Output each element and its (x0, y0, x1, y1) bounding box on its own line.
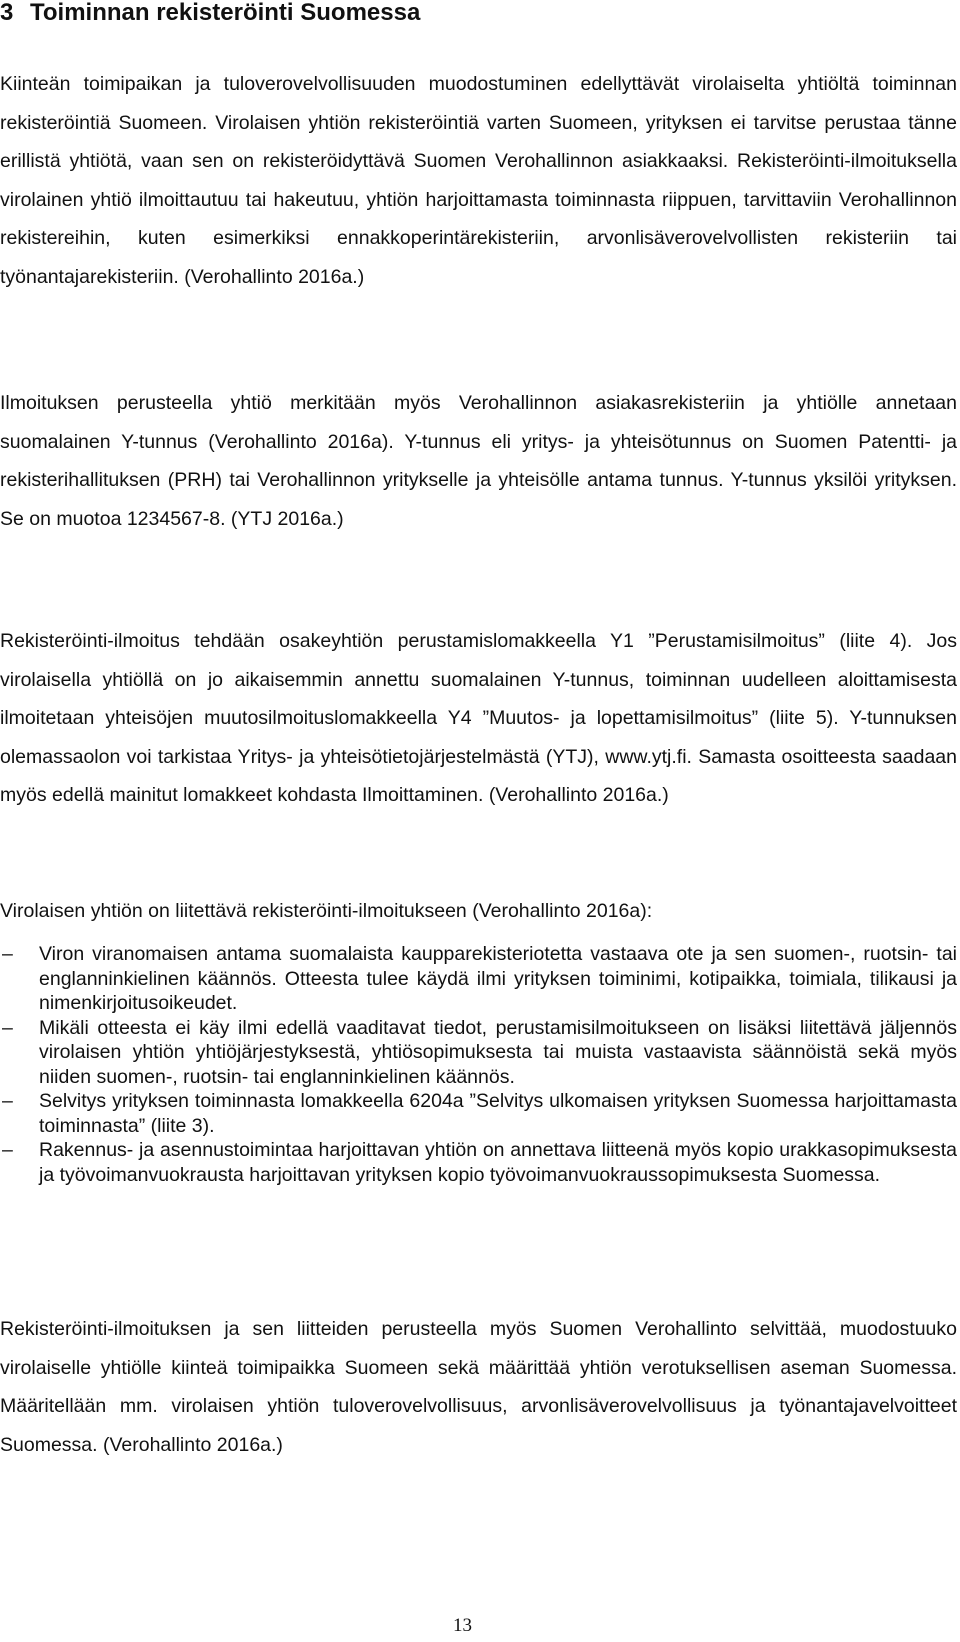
attachments-list (0, 942, 957, 1187)
section-title: Toiminnan rekisteröinti Suomessa (30, 0, 421, 26)
list-item (0, 1138, 957, 1187)
paragraph-attachments-intro: Virolaisen yhtiön on liitettävä rekisteröinti-ilmoitukseen (Verohallinto 2016a): (0, 900, 653, 922)
paragraph-registration-form: Rekisteröinti-ilmoitus tehdään osakeyhtiön perustamislomakkeella Y1 ”Perustamisilmoitus” (liite 4). Jos virolaisella yhtiöllä on jo aikaisemmin annettu suomalainen Y-tunnus, toiminnan uudelleen aloittamisesta ilmoitetaan yhteisöjen muutosilmoituslomakkeella Y4 ”Muutos- ja lopettamisilmoitus” (liite 5). Y-tunnuksen olemassaolon voi tarkistaa Yritys- ja yhteisötietojärjestelmästä (YTJ), www.ytj.fi. Samasta osoitteesta saadaan myös edellä mainitut lomakkeet kohdasta Ilmoittaminen. (Verohallinto 2016a.) (0, 630, 957, 806)
list-item (0, 942, 957, 1016)
section-heading (0, 0, 420, 26)
list-bullet: – (2, 1090, 13, 1112)
list-item-text: Selvitys yrityksen toiminnasta lomakkeella 6204a ”Selvitys ulkomaisen yrityksen Suomessa harjoittamasta toiminnasta” (liite 3). (39, 1090, 957, 1137)
paragraph-business-id: Ilmoituksen perusteella yhtiö merkitään myös Verohallinnon asiakasrekisteriin ja yhtiölle annetaan suomalainen Y-tunnus (Verohallinto 2016a). Y-tunnus eli yritys- ja yhteisötunnus on Suomen Patentti- ja rekisterihallituksen (PRH) tai Verohallinnon yritykselle ja yhteisölle antama tunnus. Y-tunnus yksilöi yrityksen. Se on muotoa 1234567-8. (YTJ 2016a.) (0, 392, 957, 530)
paragraph-tax-authority-assessment: Rekisteröinti-ilmoituksen ja sen liitteiden perusteella myös Suomen Verohallinto selvittää, muodostuuko virolaiselle yhtiölle kiinteä toimipaikka Suomeen sekä määrittää yhtiön verotuksellisen aseman Suomessa. Määritellään mm. virolaisen yhtiön tuloverovelvollisuus, arvonlisäverovelvollisuus ja työnantajavelvoitteet Suomessa. (Verohallinto 2016a.) (0, 1318, 957, 1456)
list-item (0, 1089, 957, 1138)
list-item-text: Mikäli otteesta ei käy ilmi edellä vaaditavat tiedot, perustamisilmoitukseen on lisäksi liitettävä jäljennös virolaisen yhtiön yhtiöjärjestyksestä, yhtiösopimuksesta tai muista vastaavista säännöistä sekä myös niiden suomen-, ruotsin- tai englanninkielinen käännös. (39, 1016, 957, 1088)
list-item-text: Rakennus- ja asennustoimintaa harjoittavan yhtiön on annettava liitteenä myös kopio urakkasopimuksesta ja työvoimanvuokrausta harjoittavan yrityksen kopio työvoimanvuokraussopimuksesta Suomessa. (39, 1139, 957, 1186)
list-bullet: – (2, 1139, 13, 1161)
list-item-text: Viron viranomaisen antama suomalaista kaupparekisteriotetta vastaava ote ja sen suomen-, ruotsin- tai englanninkielinen käännös. Otteesta tulee käydä ilmi yrityksen toiminimi, kotipaikka, toimiala, tilikausi ja nimenkirjoitusoikeudet. (39, 943, 957, 1014)
page-number: 13 (453, 1615, 472, 1636)
list-item (0, 1016, 957, 1090)
list-bullet: – (2, 1016, 13, 1039)
paragraph-registration-requirement: Kiinteän toimipaikan ja tuloverovelvollisuuden muodostuminen edellyttävät virolaiselta yhtiöltä toiminnan rekisteröintiä Suomeen. Virolaisen yhtiön rekisteröintiä varten Suomeen, yrityksen ei tarvitse perustaa tänne erillistä yhtiötä, vaan sen on rekisteröidyttävä Suomen Verohallinnon asiakkaaksi. Rekisteröinti-ilmoituksella virolainen yhtiö ilmoittautuu tai hakeutuu, yhtiön harjoittamasta toiminnasta riippuen, tarvittaviin Verohallinnon rekistereihin, kuten esimerkiksi ennakkoperintärekisteriin, arvonlisäverovelvollisten rekisteriin tai työnantajarekisteriin. (Verohallinto 2016a.) (0, 73, 957, 288)
section-number: 3 (0, 0, 14, 26)
list-bullet: – (2, 943, 13, 965)
